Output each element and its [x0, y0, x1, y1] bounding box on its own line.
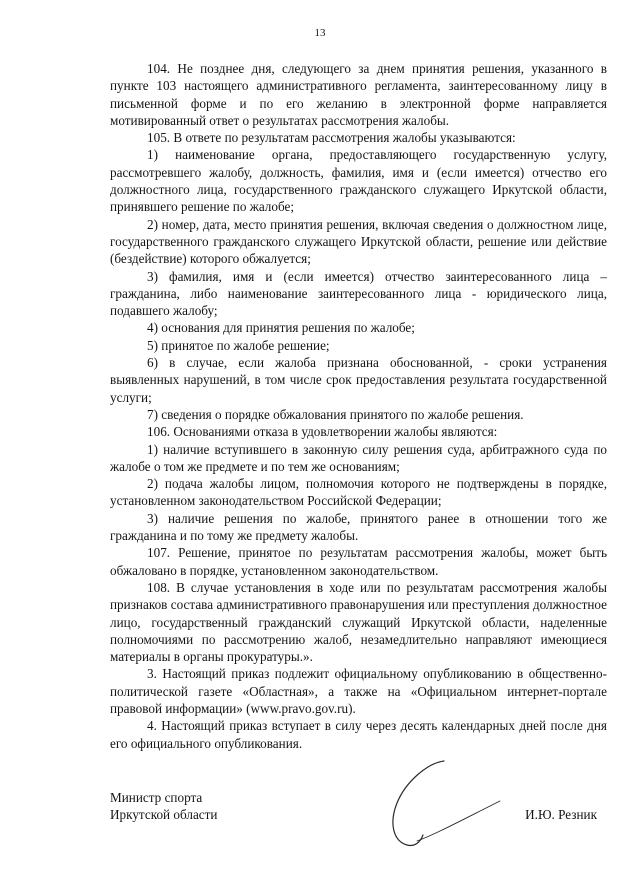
signer-title-line-1: Министр спорта [110, 790, 203, 805]
paragraph-105-item-7: 7) сведения о порядке обжалования принятого по жалобе решения. [147, 406, 524, 422]
paragraph-105: 105. В ответе по результатам рассмотрения жалобы указываются: [147, 130, 516, 146]
paragraph-105-item-3: 3) фамилия, имя и (если имеется) отчество заинтересованного лица – гражданина, либо наименование заинтересованного лица - юридического лица, подавшего жалобу; [110, 268, 607, 319]
paragraph-106: 106. Основаниями отказа в удовлетворении жалобы являются: [147, 424, 498, 440]
paragraph-106-item-3: 3) наличие решения по жалобе, принятого ранее в отношении того же гражданина и по тому же предмету жалобы. [110, 510, 607, 544]
signer-name: И.Ю. Резник [525, 807, 597, 822]
paragraph-105-item-6: 6) в случае, если жалоба признана обоснованной, - сроки устранения выявленных нарушений, в том числе срок предоставления результата государственной услуги; [110, 355, 607, 405]
paragraph-105-item-1: 1) наименование органа, предоставляющего государственную услугу, рассмотревшего жалобу, должность, фамилия, имя и (если имеется) отчество его должностного лица, государственного гражданского служащего Иркутской области, принявшего решение по жалобе; [110, 147, 607, 215]
paragraph-105-item-2: 2) номер, дата, место принятия решения, включая сведения о должностном лице, государственного гражданского служащего Иркутской области, решение или действие (бездействие) которого обжалуется; [110, 216, 607, 267]
document-body [110, 60, 607, 752]
signer-title-line-2: Иркутской области [110, 807, 218, 823]
signer-title [110, 789, 217, 824]
paragraph-107: 107. Решение, принятое по результатам рассмотрения жалобы, может быть обжаловано в порядке, установленном законодательством. [110, 545, 607, 578]
paragraph-104: 104. Не позднее дня, следующего за днем принятия решения, указанного в пункте 103 настоящего административного регламента, заинтересованному лицу в письменной форме и по его желанию в электронной форме направляется мотивированный ответ о результатах рассмотрения жалобы. [110, 61, 607, 128]
page-number: 13 [314, 27, 326, 39]
handwritten-signature [382, 755, 512, 850]
paragraph-3-publication: 3. Настоящий приказ подлежит официальному опубликованию в общественно-политической газете «Областная», а также на «Официальном интернет-портале правовой информации» (www.pravo.gov.ru). [110, 666, 607, 716]
paragraph-105-item-5: 5) принятое по жалобе решение; [147, 337, 330, 353]
paragraph-4-effective-date: 4. Настоящий приказ вступает в силу через десять календарных дней после дня его официального опубликования. [110, 718, 607, 751]
paragraph-105-item-4: 4) основания для принятия решения по жалобе; [147, 320, 415, 336]
paragraph-108: 108. В случае установления в ходе или по результатам рассмотрения жалобы признаков состава административного правонарушения или преступления должностное лицо, государственный гражданский служащий Иркутской области, наделенные полномочиями по рассмотрению жалоб, незамедлительно направляют имеющиеся материалы в органы прокуратуры.». [110, 579, 607, 665]
paragraph-106-item-2: 2) подача жалобы лицом, полномочия которого не подтверждены в порядке, установленном законодательством Российской Федерации; [110, 476, 607, 509]
paragraph-106-item-1: 1) наличие вступившего в законную силу решения суда, арбитражного суда по жалобе о том же предмете и по тем же основаниям; [110, 441, 607, 474]
